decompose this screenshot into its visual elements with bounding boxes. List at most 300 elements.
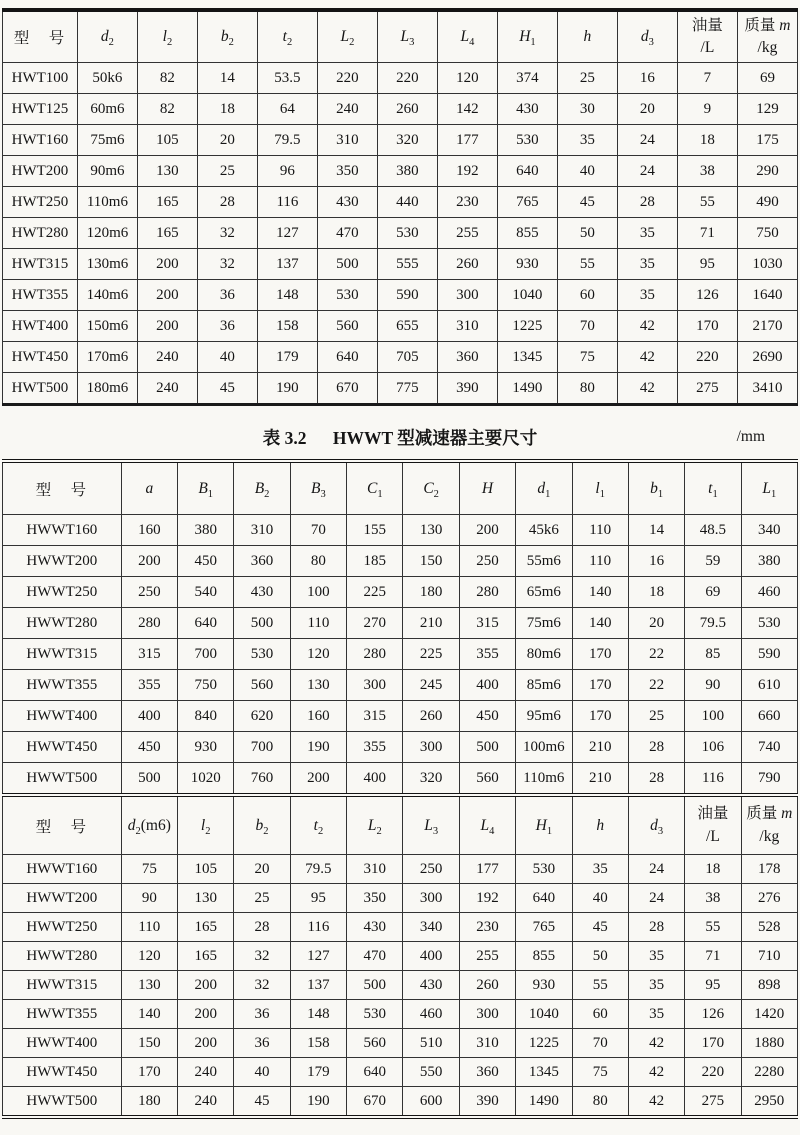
value-cell: 42 — [617, 373, 677, 405]
value-cell: 2690 — [737, 342, 797, 373]
value-cell: 355 — [459, 639, 515, 670]
value-cell: 32 — [234, 971, 290, 1000]
value-cell: 110 — [572, 546, 628, 577]
value-cell: 116 — [290, 913, 346, 942]
value-cell: 59 — [685, 546, 741, 577]
value-cell: 48.5 — [685, 515, 741, 546]
value-cell: 225 — [347, 577, 403, 608]
value-cell: 25 — [197, 156, 257, 187]
column-header: 型 号 — [3, 10, 78, 63]
value-cell: 700 — [234, 732, 290, 763]
value-cell: 55 — [685, 913, 741, 942]
value-cell: 245 — [403, 670, 459, 701]
value-cell: 705 — [377, 342, 437, 373]
value-cell: 50k6 — [77, 63, 137, 94]
value-cell: 710 — [741, 942, 797, 971]
value-cell: 90 — [121, 884, 177, 913]
value-cell: 36 — [234, 1029, 290, 1058]
value-cell: 200 — [459, 515, 515, 546]
value-cell: 260 — [459, 971, 515, 1000]
column-header: $l_2$ — [178, 797, 234, 855]
value-cell: 130m6 — [77, 249, 137, 280]
value-cell: 80m6 — [516, 639, 572, 670]
value-cell: 170m6 — [77, 342, 137, 373]
value-cell: 400 — [121, 701, 177, 732]
column-header: a — [121, 461, 177, 515]
value-cell: 840 — [178, 701, 234, 732]
value-cell: 430 — [234, 577, 290, 608]
value-cell: 374 — [497, 63, 557, 94]
value-cell: 28 — [628, 732, 684, 763]
header-row — [3, 797, 798, 855]
value-cell: 24 — [617, 125, 677, 156]
column-header: $d_3$ — [628, 797, 684, 855]
value-cell: 355 — [347, 732, 403, 763]
table-row — [3, 187, 798, 218]
table-row — [3, 608, 798, 639]
value-cell: 180m6 — [77, 373, 137, 405]
model-cell: HWT500 — [3, 373, 78, 405]
value-cell: 340 — [403, 913, 459, 942]
value-cell: 380 — [178, 515, 234, 546]
value-cell: 280 — [459, 577, 515, 608]
value-cell: 765 — [516, 913, 572, 942]
value-cell: 315 — [347, 701, 403, 732]
value-cell: 142 — [437, 94, 497, 125]
value-cell: 177 — [437, 125, 497, 156]
value-cell: 90m6 — [77, 156, 137, 187]
value-cell: 190 — [257, 373, 317, 405]
column-header: $d_2$ — [77, 10, 137, 63]
table-row — [3, 342, 798, 373]
value-cell: 765 — [497, 187, 557, 218]
value-cell: 9 — [677, 94, 737, 125]
value-cell: 158 — [290, 1029, 346, 1058]
column-header: $L_2$ — [347, 797, 403, 855]
value-cell: 400 — [403, 942, 459, 971]
value-cell: 35 — [617, 218, 677, 249]
value-cell: 45 — [557, 187, 617, 218]
table-row — [3, 1029, 798, 1058]
value-cell: 530 — [377, 218, 437, 249]
value-cell: 430 — [497, 94, 557, 125]
value-cell: 2280 — [741, 1058, 797, 1087]
value-cell: 530 — [516, 855, 572, 884]
value-cell: 610 — [741, 670, 797, 701]
value-cell: 530 — [741, 608, 797, 639]
value-cell: 300 — [459, 1000, 515, 1029]
value-cell: 600 — [403, 1087, 459, 1118]
table-row — [3, 732, 798, 763]
column-header: $B_3$ — [290, 461, 346, 515]
model-cell: HWT250 — [3, 187, 78, 218]
value-cell: 170 — [685, 1029, 741, 1058]
table-row — [3, 942, 798, 971]
value-cell: 28 — [628, 763, 684, 796]
value-cell: 310 — [234, 515, 290, 546]
value-cell: 200 — [178, 971, 234, 1000]
value-cell: 116 — [257, 187, 317, 218]
value-cell: 2950 — [741, 1087, 797, 1118]
value-cell: 40 — [557, 156, 617, 187]
value-cell: 240 — [137, 373, 197, 405]
value-cell: 14 — [628, 515, 684, 546]
value-cell: 220 — [677, 342, 737, 373]
value-cell: 105 — [178, 855, 234, 884]
value-cell: 590 — [377, 280, 437, 311]
value-cell: 350 — [317, 156, 377, 187]
value-cell: 18 — [628, 577, 684, 608]
value-cell: 79.5 — [257, 125, 317, 156]
value-cell: 530 — [317, 280, 377, 311]
value-cell: 220 — [317, 63, 377, 94]
value-cell: 45 — [234, 1087, 290, 1118]
value-cell: 38 — [685, 884, 741, 913]
value-cell: 530 — [347, 1000, 403, 1029]
value-cell: 71 — [677, 218, 737, 249]
column-header: 质量 m /kg — [741, 797, 797, 855]
value-cell: 1040 — [497, 280, 557, 311]
column-header: $d_3$ — [617, 10, 677, 63]
value-cell: 300 — [403, 884, 459, 913]
value-cell: 50 — [572, 942, 628, 971]
value-cell: 96 — [257, 156, 317, 187]
value-cell: 82 — [137, 63, 197, 94]
hwwt-shaft-dimensions-table — [2, 797, 798, 1119]
value-cell: 35 — [628, 942, 684, 971]
value-cell: 315 — [121, 639, 177, 670]
table-row — [3, 577, 798, 608]
value-cell: 640 — [347, 1058, 403, 1087]
table-row — [3, 249, 798, 280]
value-cell: 137 — [290, 971, 346, 1000]
value-cell: 275 — [685, 1087, 741, 1118]
model-cell: HWWT250 — [3, 913, 122, 942]
value-cell: 560 — [317, 311, 377, 342]
value-cell: 80 — [557, 373, 617, 405]
value-cell: 70 — [557, 311, 617, 342]
header-row — [3, 10, 798, 63]
value-cell: 75 — [557, 342, 617, 373]
value-cell: 250 — [403, 855, 459, 884]
value-cell: 240 — [137, 342, 197, 373]
value-cell: 82 — [137, 94, 197, 125]
column-header: $l_1$ — [572, 461, 628, 515]
column-header: 型 号 — [3, 797, 122, 855]
value-cell: 16 — [628, 546, 684, 577]
value-cell: 75 — [121, 855, 177, 884]
value-cell: 170 — [572, 701, 628, 732]
value-cell: 130 — [290, 670, 346, 701]
value-cell: 55m6 — [516, 546, 572, 577]
value-cell: 440 — [377, 187, 437, 218]
value-cell: 200 — [137, 249, 197, 280]
value-cell: 36 — [234, 1000, 290, 1029]
value-cell: 510 — [403, 1029, 459, 1058]
value-cell: 1880 — [741, 1029, 797, 1058]
value-cell: 79.5 — [290, 855, 346, 884]
value-cell: 36 — [197, 311, 257, 342]
value-cell: 38 — [677, 156, 737, 187]
table-row — [3, 546, 798, 577]
column-header: $L_4$ — [437, 10, 497, 63]
value-cell: 35 — [617, 249, 677, 280]
value-cell: 275 — [677, 373, 737, 405]
value-cell: 40 — [234, 1058, 290, 1087]
value-cell: 528 — [741, 913, 797, 942]
value-cell: 590 — [741, 639, 797, 670]
value-cell: 310 — [459, 1029, 515, 1058]
value-cell: 60 — [557, 280, 617, 311]
table-row — [3, 218, 798, 249]
value-cell: 126 — [677, 280, 737, 311]
table-row — [3, 1087, 798, 1118]
value-cell: 175 — [737, 125, 797, 156]
value-cell: 255 — [459, 942, 515, 971]
value-cell: 240 — [178, 1058, 234, 1087]
value-cell: 35 — [557, 125, 617, 156]
value-cell: 760 — [234, 763, 290, 796]
value-cell: 32 — [197, 218, 257, 249]
value-cell: 40 — [572, 884, 628, 913]
table-number: 表 3.2 — [262, 427, 307, 448]
value-cell: 192 — [459, 884, 515, 913]
value-cell: 260 — [437, 249, 497, 280]
value-cell: 14 — [197, 63, 257, 94]
table-row — [3, 1000, 798, 1029]
column-header: $C_1$ — [347, 461, 403, 515]
table-row — [3, 373, 798, 405]
value-cell: 560 — [347, 1029, 403, 1058]
value-cell: 1020 — [178, 763, 234, 796]
value-cell: 25 — [234, 884, 290, 913]
value-cell: 42 — [628, 1087, 684, 1118]
column-header: $H_1$ — [516, 797, 572, 855]
model-cell: HWWT315 — [3, 971, 122, 1000]
value-cell: 2170 — [737, 311, 797, 342]
column-header: $b_2$ — [197, 10, 257, 63]
value-cell: 140m6 — [77, 280, 137, 311]
value-cell: 95 — [685, 971, 741, 1000]
model-cell: HWT315 — [3, 249, 78, 280]
value-cell: 32 — [234, 942, 290, 971]
value-cell: 430 — [317, 187, 377, 218]
value-cell: 855 — [497, 218, 557, 249]
value-cell: 150 — [121, 1029, 177, 1058]
value-cell: 177 — [459, 855, 515, 884]
table-row — [3, 63, 798, 94]
column-header: $l_2$ — [137, 10, 197, 63]
value-cell: 170 — [677, 311, 737, 342]
value-cell: 1420 — [741, 1000, 797, 1029]
value-cell: 55 — [557, 249, 617, 280]
value-cell: 180 — [403, 577, 459, 608]
value-cell: 185 — [347, 546, 403, 577]
value-cell: 170 — [121, 1058, 177, 1087]
model-cell: HWWT450 — [3, 732, 122, 763]
value-cell: 360 — [437, 342, 497, 373]
value-cell: 127 — [257, 218, 317, 249]
table-row — [3, 515, 798, 546]
value-cell: 210 — [572, 732, 628, 763]
value-cell: 280 — [347, 639, 403, 670]
value-cell: 106 — [685, 732, 741, 763]
value-cell: 230 — [459, 913, 515, 942]
value-cell: 158 — [257, 311, 317, 342]
value-cell: 160 — [290, 701, 346, 732]
value-cell: 70 — [572, 1029, 628, 1058]
value-cell: 192 — [437, 156, 497, 187]
column-header: 质量 m /kg — [737, 10, 797, 63]
value-cell: 210 — [572, 763, 628, 796]
value-cell: 20 — [628, 608, 684, 639]
value-cell: 65m6 — [516, 577, 572, 608]
column-header: $L_2$ — [317, 10, 377, 63]
value-cell: 640 — [317, 342, 377, 373]
model-cell: HWT125 — [3, 94, 78, 125]
model-cell: HWWT500 — [3, 763, 122, 796]
value-cell: 36 — [197, 280, 257, 311]
value-cell: 55 — [572, 971, 628, 1000]
value-cell: 855 — [516, 942, 572, 971]
value-cell: 42 — [617, 311, 677, 342]
table-row — [3, 913, 798, 942]
value-cell: 430 — [347, 913, 403, 942]
caption-text — [263, 425, 537, 450]
value-cell: 130 — [121, 971, 177, 1000]
value-cell: 95m6 — [516, 701, 572, 732]
value-cell: 620 — [234, 701, 290, 732]
value-cell: 130 — [178, 884, 234, 913]
table-row — [3, 125, 798, 156]
value-cell: 75 — [572, 1058, 628, 1087]
value-cell: 35 — [572, 855, 628, 884]
value-cell: 470 — [347, 942, 403, 971]
value-cell: 560 — [459, 763, 515, 796]
table-row — [3, 670, 798, 701]
value-cell: 155 — [347, 515, 403, 546]
value-cell: 240 — [317, 94, 377, 125]
value-cell: 530 — [497, 125, 557, 156]
model-cell: HWT160 — [3, 125, 78, 156]
model-cell: HWWT400 — [3, 701, 122, 732]
value-cell: 100 — [685, 701, 741, 732]
column-header: h — [557, 10, 617, 63]
value-cell: 380 — [377, 156, 437, 187]
model-cell: HWWT280 — [3, 608, 122, 639]
column-header: $d_1$ — [516, 461, 572, 515]
column-header: $b_2$ — [234, 797, 290, 855]
value-cell: 740 — [741, 732, 797, 763]
value-cell: 24 — [628, 855, 684, 884]
column-header: $L_1$ — [741, 461, 797, 515]
value-cell: 320 — [403, 763, 459, 796]
value-cell: 120 — [121, 942, 177, 971]
value-cell: 930 — [516, 971, 572, 1000]
value-cell: 200 — [178, 1029, 234, 1058]
value-cell: 790 — [741, 763, 797, 796]
value-cell: 140 — [121, 1000, 177, 1029]
column-header: $L_3$ — [403, 797, 459, 855]
value-cell: 640 — [516, 884, 572, 913]
value-cell: 540 — [178, 577, 234, 608]
value-cell: 25 — [557, 63, 617, 94]
value-cell: 71 — [685, 942, 741, 971]
table-row — [3, 311, 798, 342]
value-cell: 460 — [741, 577, 797, 608]
value-cell: 28 — [628, 913, 684, 942]
value-cell: 18 — [685, 855, 741, 884]
value-cell: 380 — [741, 546, 797, 577]
value-cell: 80 — [290, 546, 346, 577]
column-header: $C_2$ — [403, 461, 459, 515]
value-cell: 126 — [685, 1000, 741, 1029]
value-cell: 750 — [178, 670, 234, 701]
value-cell: 276 — [741, 884, 797, 913]
value-cell: 45 — [572, 913, 628, 942]
value-cell: 45k6 — [516, 515, 572, 546]
value-cell: 28 — [234, 913, 290, 942]
value-cell: 360 — [459, 1058, 515, 1087]
value-cell: 179 — [290, 1058, 346, 1087]
value-cell: 140 — [572, 608, 628, 639]
value-cell: 110m6 — [77, 187, 137, 218]
value-cell: 137 — [257, 249, 317, 280]
value-cell: 390 — [437, 373, 497, 405]
model-cell: HWWT250 — [3, 577, 122, 608]
value-cell: 1490 — [497, 373, 557, 405]
value-cell: 355 — [121, 670, 177, 701]
value-cell: 55 — [677, 187, 737, 218]
value-cell: 127 — [290, 942, 346, 971]
value-cell: 200 — [121, 546, 177, 577]
value-cell: 340 — [741, 515, 797, 546]
value-cell: 775 — [377, 373, 437, 405]
value-cell: 555 — [377, 249, 437, 280]
value-cell: 24 — [628, 884, 684, 913]
value-cell: 16 — [617, 63, 677, 94]
column-header: $H_1$ — [497, 10, 557, 63]
value-cell: 75m6 — [77, 125, 137, 156]
value-cell: 85 — [685, 639, 741, 670]
value-cell: 50 — [557, 218, 617, 249]
model-cell: HWWT355 — [3, 670, 122, 701]
model-cell: HWWT200 — [3, 884, 122, 913]
table-title: HWWT 型减速器主要尺寸 — [332, 427, 538, 448]
value-cell: 30 — [557, 94, 617, 125]
value-cell: 42 — [628, 1058, 684, 1087]
table-row — [3, 280, 798, 311]
model-cell: HWWT355 — [3, 1000, 122, 1029]
value-cell: 670 — [317, 373, 377, 405]
value-cell: 1225 — [516, 1029, 572, 1058]
value-cell: 450 — [459, 701, 515, 732]
value-cell: 930 — [497, 249, 557, 280]
model-cell: HWWT450 — [3, 1058, 122, 1087]
value-cell: 120 — [437, 63, 497, 94]
column-header: 油量 /L — [677, 10, 737, 63]
model-cell: HWT100 — [3, 63, 78, 94]
value-cell: 120m6 — [77, 218, 137, 249]
table-row — [3, 855, 798, 884]
value-cell: 79.5 — [685, 608, 741, 639]
value-cell: 930 — [178, 732, 234, 763]
value-cell: 430 — [403, 971, 459, 1000]
value-cell: 45 — [197, 373, 257, 405]
value-cell: 655 — [377, 311, 437, 342]
value-cell: 95 — [290, 884, 346, 913]
table-row — [3, 156, 798, 187]
